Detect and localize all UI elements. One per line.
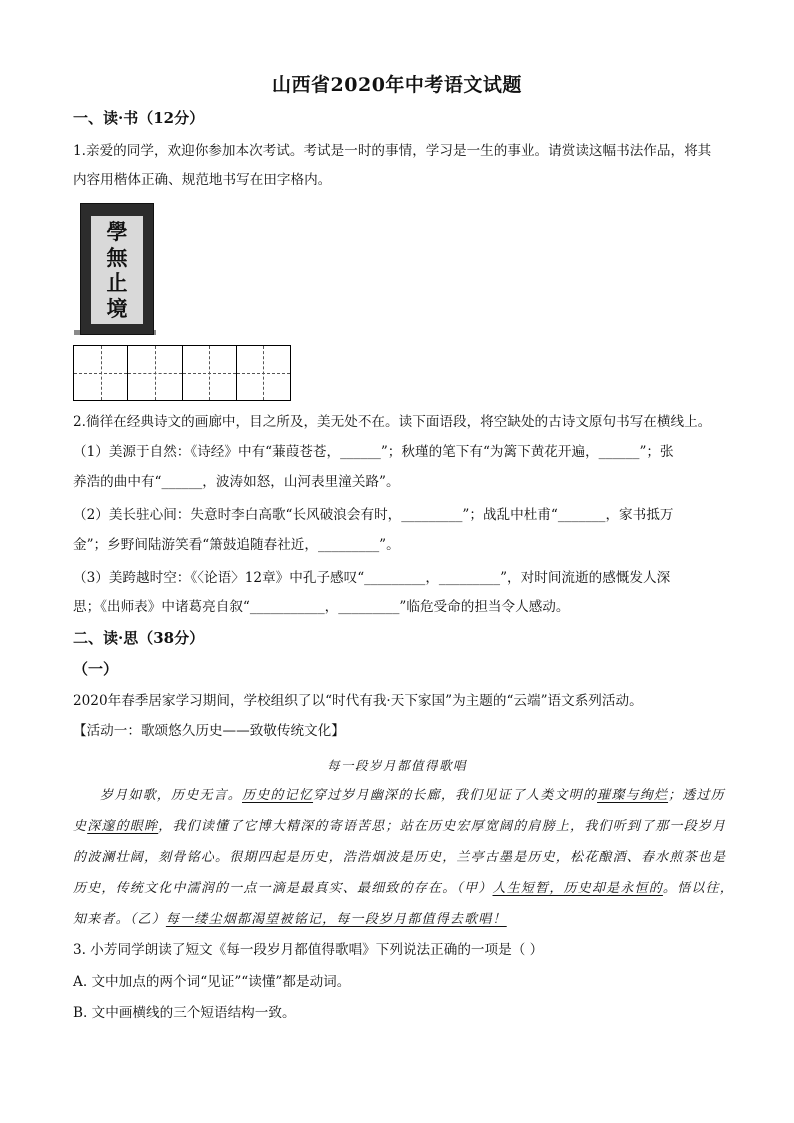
q2-part2-line1: （2）美长驻心间：失意时李白高歌“长风破浪会有时，_________”；战乱中杜甫“_______，家书抵万 [73,507,674,523]
essay-text: 知来者。（乙） [73,912,166,927]
essay-line4 [73,879,734,899]
calligraphy-scroll [80,203,154,335]
tianzige-cell[interactable] [128,346,182,400]
q3-option-a[interactable]: A. 文中加点的两个词“见证”“读懂”都是动词。 [73,974,351,990]
essay-line1 [100,786,725,806]
q2-part1-line1: （1）美源于自然：《诗经》中有“蒹葭苍苍，______”；秋瑾的笔下有“为篱下黄花开遍，______”；张 [73,444,674,460]
q3-stem: 3. 小芳同学朗读了短文《每一段岁月都值得歌唱》下列说法正确的一项是（ ） [73,942,544,958]
q2-intro: 2.徜徉在经典诗文的画廊中，目之所及，美无处不在。读下面语段，将空缺处的古诗文原句书写在横线上。 [73,414,712,430]
q2-part2-line2: 金”；乡野间陆游笑看“箫鼓追随春社近，_________”。 [73,537,400,553]
calligraphy-char: 止 [106,270,128,296]
essay-title: 每一段岁月都值得歌唱 [326,758,467,773]
essay-text: ；透过历 [668,788,725,803]
tianzige-cell[interactable] [74,346,128,400]
underlined-sentence: 每一缕尘烟都渴望被铭记，每一段岁月都值得去歌唱！ [165,912,507,927]
q2-part3-line1: （3）美跨越时空：《〈论语〉12章》中孔子感叹“_________，_________”，对时间流逝的感慨发人深 [73,570,671,586]
tianzige-cell[interactable] [237,346,290,400]
essay-line2 [73,817,727,837]
tianzige-cell[interactable] [183,346,237,400]
q1-line1: 1.亲爱的同学，欢迎你参加本次考试。考试是一时的事情，学习是一生的事业。请赏读这幅书法作品，将其 [73,143,712,159]
essay-text: 。悟以往， [662,881,734,896]
section2-heading: 二、读·思（38分） [73,629,205,647]
essay-text: 穿过岁月幽深的长廊，我们见证了人类文明的 [313,788,598,803]
tianzige-grid[interactable] [73,345,291,401]
underlined-phrase: 深邃的眼眸 [87,819,159,834]
essay-line3: 的波澜壮阔，刻骨铭心。很期四起是历史，浩浩烟波是历史，兰亭古墨是历史，松花酿酒、春水煎茶也是 [73,850,727,865]
essay-line5 [73,910,723,930]
q2-part1-line2: 养浩的曲中有“______，波涛如怒，山河表里潼关路”。 [73,474,400,490]
underlined-sentence: 人生短暂，历史却是永恒的 [492,881,663,896]
essay-text: 历史，传统文化中濡润的一点一滴是最真实、最细致的存在。（甲） [73,881,493,896]
activity-label: 【活动一：歌颂悠久历史——致敬传统文化】 [73,723,345,739]
calligraphy-char: 境 [106,296,128,322]
calligraphy-text [91,216,143,324]
calligraphy-char: 學 [106,218,128,244]
q2-part3-line2: 思；《出师表》中诸葛亮自叙“___________，_________”临危受命的担当令人感动。 [73,599,570,615]
essay-text: ，我们读懂了它博大精深的寄语苦思；站在历史宏厚宽阔的肩膀上，我们听到了那一段岁月 [158,819,727,834]
essay-text: 史 [73,819,88,834]
section2-sub: （一） [73,660,119,678]
page-title: 山西省2020年中考语文试题 [272,74,522,96]
section2-intro: 2020年春季居家学习期间，学校组织了以“时代有我·天下家国”为主题的“云端”语文系列活动。 [73,693,643,709]
calligraphy-char: 無 [106,244,128,270]
q1-line2: 内容用楷体正确、规范地书写在田字格内。 [73,172,332,188]
essay-text: 岁月如歌，历史无言。 [100,788,243,803]
section1-heading: 一、读·书（12分） [73,109,205,127]
underlined-phrase: 璀璨与绚烂 [597,788,669,803]
q3-option-b[interactable]: B. 文中画横线的三个短语结构一致。 [73,1005,296,1021]
underlined-phrase: 历史的记忆 [242,788,314,803]
